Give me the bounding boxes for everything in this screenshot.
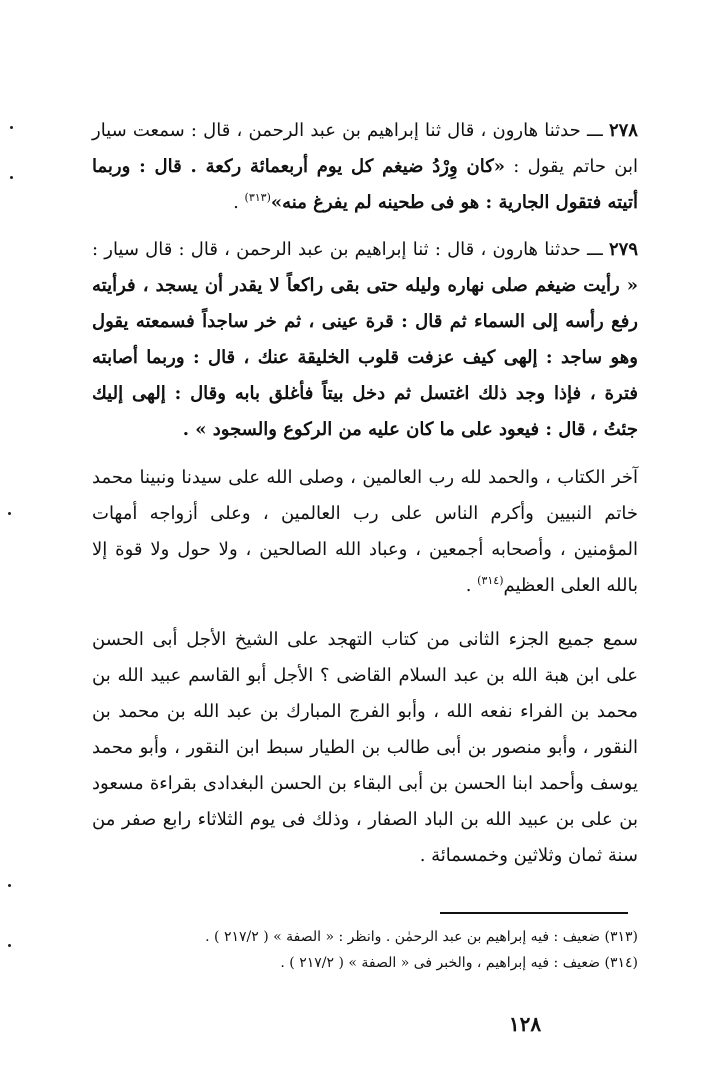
- margin-speck: [10, 176, 13, 179]
- closing-end: .: [465, 575, 478, 596]
- hadith-279-isnad: حدثنا هارون ، قال : ثنا إبراهيم بن عبد الرحمن ، قال : قال سيار :: [92, 239, 581, 260]
- margin-speck: [8, 884, 11, 887]
- hadith-278-number: ٢٧٨: [608, 120, 638, 141]
- page-number: ١٢٨: [508, 1012, 542, 1036]
- footnote-314: (٣١٤) ضعيف : فيه إبراهيم ، والخبر فى « الصفة » ( ٢١٧/٢ ) .: [280, 955, 638, 971]
- margin-speck: [8, 512, 11, 515]
- hadith-279: [92, 232, 638, 448]
- footnote-ref-313[interactable]: (٣١٣): [244, 191, 271, 204]
- hadith-278: [92, 113, 638, 221]
- hadith-278-end: .: [233, 192, 245, 213]
- margin-speck: [8, 944, 11, 947]
- closing-paragraph: [92, 460, 638, 604]
- hadith-279-number: ٢٧٩: [608, 239, 638, 260]
- hadith-279-dash: ـــ: [586, 239, 603, 260]
- hadith-278-dash: ـــ: [586, 120, 603, 141]
- footnote-divider: [440, 912, 628, 914]
- sama-paragraph: سمع جميع الجزء الثانى من كتاب التهجد على الشيخ الأجل أبى الحسن على ابن هبة الله بن عبد السلام القاضى ؟ الأجل أبو القاسم عبيد الله بن محمد بن الفراء نفعه الله ، وأبو الفرج المبارك بن عبد الله بن محمد بن النقور ، وأبو منصور بن أبى طالب بن الطيار سبط ابن النقور ، وأبو محمد يوسف وأحمد ابنا الحسن بن أبى البقاء بن الحسن البغدادى بقراءة مسعود بن على بن عبيد الله بن الباد الصفار ، وذلك فى يوم الثلاثاء رابع صفر من سنة ثمان وثلاثين وخمسمائة .: [92, 629, 638, 866]
- hadith-278-isnad: حدثنا هارون ، قال ثنا إبراهيم بن عبد الرحمن ، قال : سمعت سيار ابن حاتم يقول :: [92, 120, 638, 177]
- footnote-ref-314[interactable]: (٣١٤): [477, 574, 504, 587]
- hadith-279-matn: « رأيت ضيغم صلى نهاره وليله حتى بقى راكعاً لا يقدر أن يسجد ، فرأيته رفع رأسه إلى السماء ثم قال : قرة عينى ، ثم خر ساجداً فسمعته يقول وهو ساجد : إلهى كيف عزفت قلوب الخليقة عنك ، قال : وربما أصابته فترة ، فإذا وجد ذلك اغتسل ثم دخل بيتاً فأغلق بابه وقال : إلهى إليك جئتُ ، قال : فيعود على ما كان عليه من الركوع والسجود » .: [92, 275, 638, 440]
- footnotes: [92, 924, 638, 976]
- closing-text: آخر الكتاب ، والحمد لله رب العالمين ، وصلى الله على سيدنا ونبينا محمد خاتم النبيين وأكرم الناس على رب العالمين ، وعلى أزواجه أمهات المؤمنين ، وأصحابه أجمعين ، وعباد الله الصالحين ، ولا حول ولا قوة إلا بالله العلى العظيم: [92, 467, 638, 596]
- hadith-278-matn: «كان وِرْدُ ضيغم كل يوم أربعمائة ركعة . قال : وربما أتيته فتقول الجارية : هو فى طحينه لم يفرغ منه»: [92, 156, 638, 213]
- margin-speck: [10, 126, 13, 129]
- footnote-313: (٣١٣) ضعيف : فيه إبراهيم بن عبد الرحمٰن . وانظر : « الصفة » ( ٢١٧/٢ ) .: [205, 929, 638, 945]
